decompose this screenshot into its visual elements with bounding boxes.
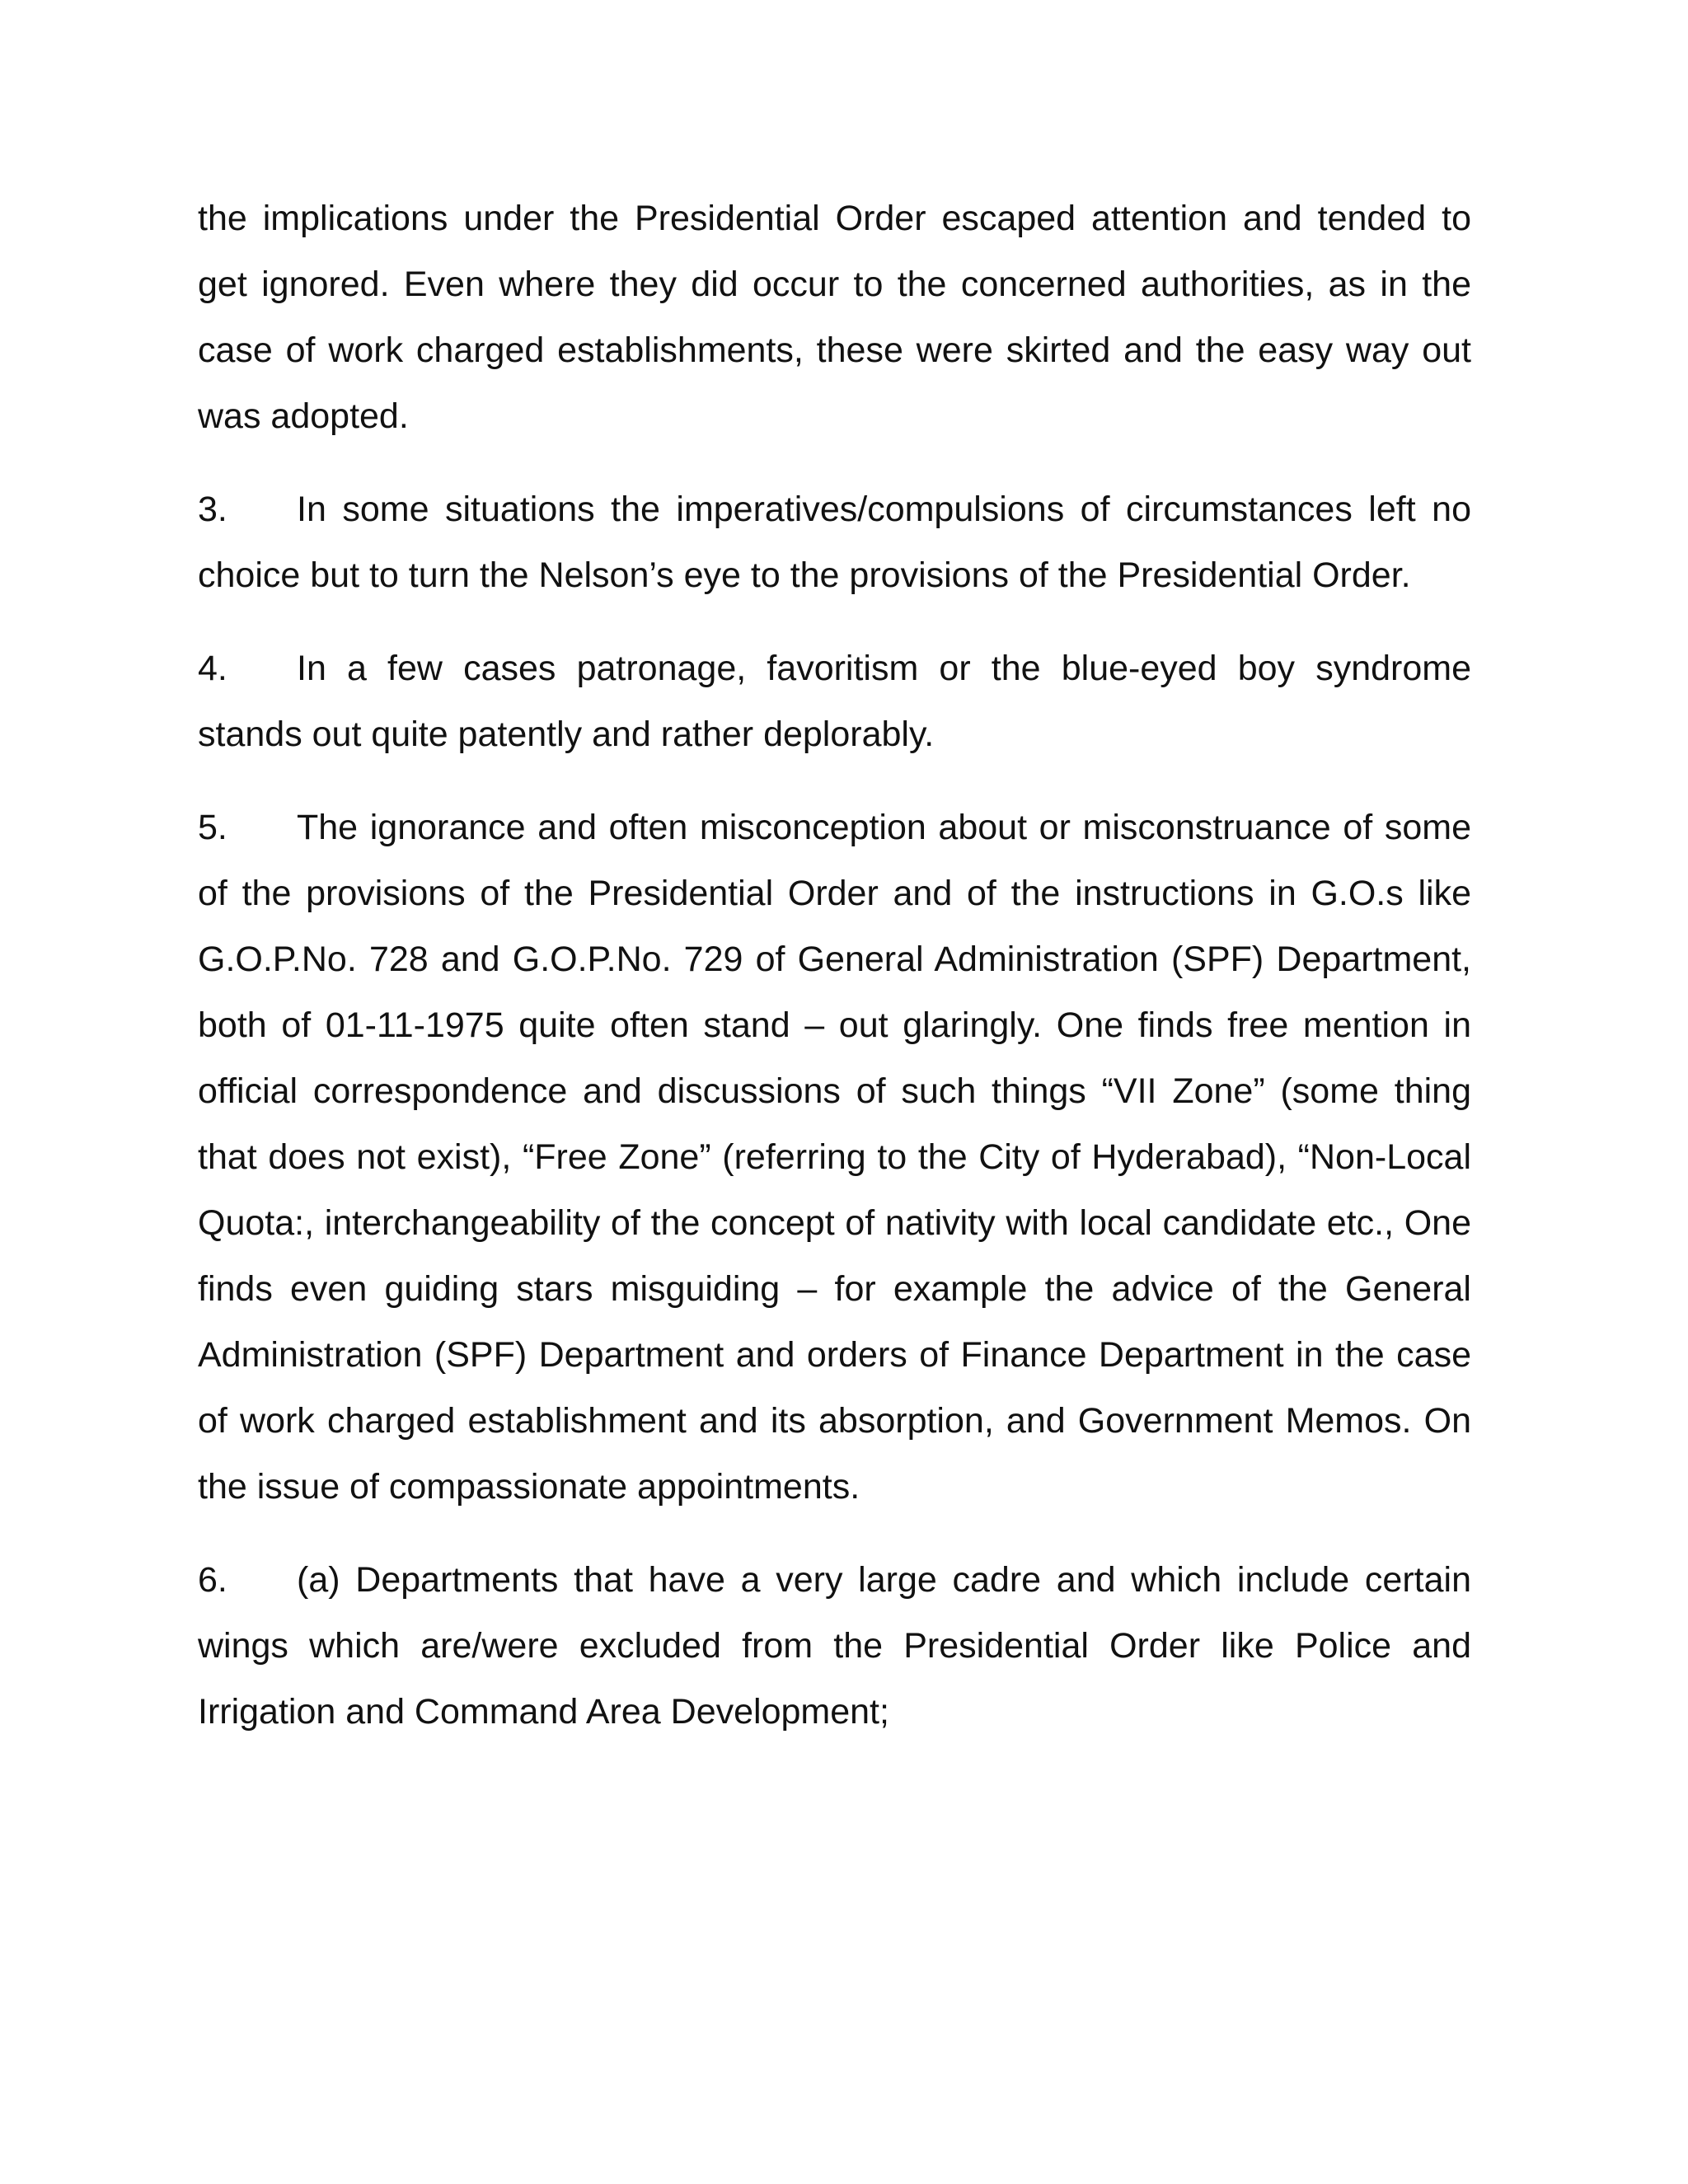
paragraph-continuation	[198, 185, 1471, 449]
document-body	[198, 185, 1471, 1772]
paragraph-number: 3.	[198, 490, 227, 529]
paragraph-5	[198, 794, 1471, 1520]
paragraph-4	[198, 635, 1471, 767]
paragraph-number: 5.	[198, 808, 227, 847]
paragraph-number: 6.	[198, 1560, 227, 1600]
paragraph-text: the implications under the Presidential Order escaped attention and tended to get ignored. Even where they did occur to the concerned authorities, as in the case of work charged establishments, these were skirted and the easy way out was adopted.	[198, 199, 1471, 436]
paragraph-text: In some situations the imperatives/compulsions of circumstances left no choice but to turn the Nelson’s eye to the provisions of the Presidential Order.	[198, 490, 1471, 595]
paragraph-3	[198, 476, 1471, 608]
paragraph-text: The ignorance and often misconception about or misconstruance of some of the provisions of the Presidential Order and of the instructions in G.O.s like G.O.P.No. 728 and G.O.P.No. 729 of General Administration (SPF) Department, both of 01-11-1975 quite often stand – out glaringly. One finds free mention in official correspondence and discussions of such things “VII Zone” (some thing that does not exist), “Free Zone” (referring to the City of Hyderabad), “Non-Local Quota:, interchangeability of the concept of nativity with local candidate etc., One finds even guiding stars misguiding – for example the advice of the General Administration (SPF) Department and orders of Finance Department in the case of work charged establishment and its absorption, and Government Memos. On the issue of compassionate appointments.	[198, 808, 1471, 1507]
paragraph-number: 4.	[198, 649, 227, 688]
paragraph-6	[198, 1547, 1471, 1745]
paragraph-text: In a few cases patronage, favoritism or the blue-eyed boy syndrome stands out quite patently and rather deplorably.	[198, 649, 1471, 754]
paragraph-text: (a) Departments that have a very large cadre and which include certain wings which are/were excluded from the Presidential Order like Police and Irrigation and Command Area Development;	[198, 1560, 1471, 1732]
